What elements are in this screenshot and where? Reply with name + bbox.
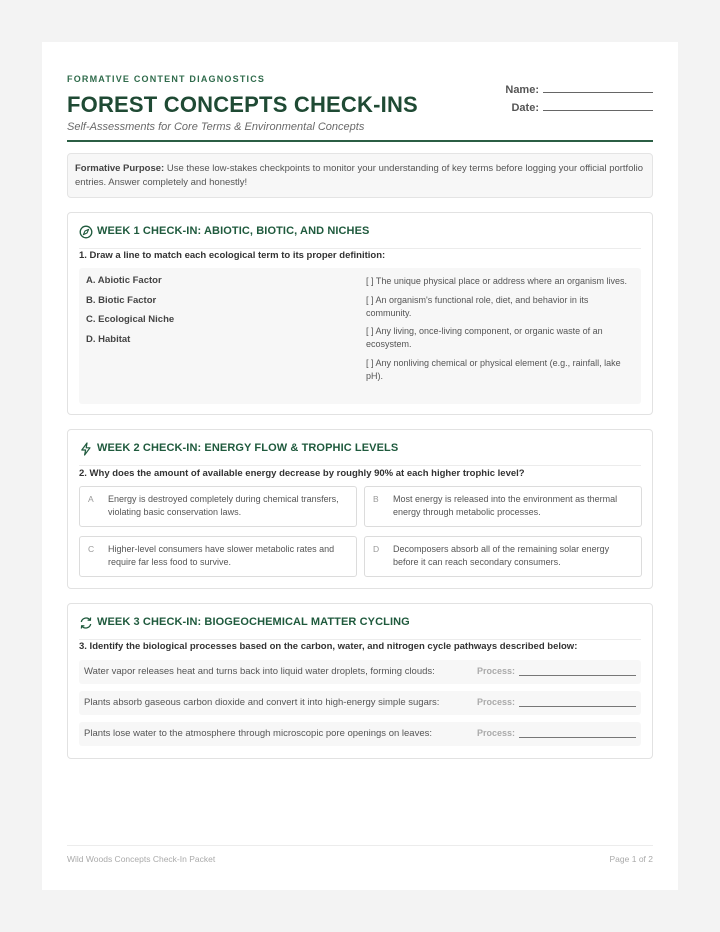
name-label: Name:	[505, 84, 539, 96]
date-line	[543, 102, 653, 111]
definition-item[interactable]: [ ] An organism's functional role, diet, and behavior in its community.	[366, 294, 589, 318]
question-1: 1. Draw a line to match each ecological term to its proper definition:	[79, 250, 386, 261]
process-description: Water vapor releases heat and turns back into liquid water droplets, forming clouds:	[84, 666, 435, 677]
process-row	[79, 660, 641, 684]
page-subtitle: Self-Assessments for Core Terms & Environmental Concepts	[67, 121, 365, 133]
term-abiotic: A. Abiotic Factor	[86, 275, 162, 286]
week2-heading: WEEK 2 CHECK-IN: ENERGY FLOW & TROPHIC LEVELS	[97, 442, 399, 454]
definitions-list	[366, 275, 633, 388]
process-answer-line[interactable]	[519, 675, 636, 676]
purpose-label: Formative Purpose:	[75, 163, 165, 174]
process-description: Plants absorb gaseous carbon dioxide and convert it into high-energy simple sugars:	[84, 697, 440, 708]
option-letter: D	[373, 544, 380, 554]
definition-item[interactable]: [ ] Any nonliving chemical or physical element (e.g., rainfall, lake pH).	[366, 357, 621, 381]
week3-heading: WEEK 3 CHECK-IN: BIOGEOCHEMICAL MATTER CYCLING	[97, 616, 410, 628]
process-label: Process:	[477, 666, 516, 676]
week2-card	[67, 429, 653, 589]
week1-heading: WEEK 1 CHECK-IN: ABIOTIC, BIOTIC, AND NICHES	[97, 225, 370, 237]
option-text: Energy is destroyed completely during chemical transfers, violating basic conservation laws.	[108, 494, 339, 517]
week3-card	[67, 603, 653, 759]
name-field[interactable]	[503, 84, 653, 96]
terms-list	[86, 275, 346, 353]
footer-divider	[67, 845, 653, 846]
option-letter: A	[88, 494, 94, 504]
option-text: Higher-level consumers have slower metabolic rates and require far less food to survive.	[108, 544, 335, 567]
process-row	[79, 722, 641, 746]
term-habitat: D. Habitat	[86, 333, 131, 345]
process-row	[79, 691, 641, 715]
question-2: 2. Why does the amount of available energy decrease by roughly 90% at each higher trophic level?	[79, 468, 525, 479]
process-answer-line[interactable]	[519, 737, 636, 738]
week3-header	[79, 614, 641, 640]
week1-header	[79, 223, 641, 249]
term-niche: C. Ecological Niche	[86, 314, 175, 325]
option-a[interactable]	[79, 486, 357, 527]
page-title: FOREST CONCEPTS CHECK-INS	[67, 92, 418, 117]
cycle-arrows-icon	[79, 616, 93, 630]
name-line	[543, 84, 653, 93]
footer-page-number: Page 1 of 2	[609, 854, 653, 864]
definition-item[interactable]: [ ] Any living, once-living component, or organic waste of an ecosystem.	[366, 326, 603, 349]
option-text: Decomposers absorb all of the remaining solar energy before it can reach secondary consumers.	[393, 544, 610, 567]
week1-card	[67, 212, 653, 415]
option-b[interactable]	[364, 486, 642, 527]
option-text: Most energy is released into the environment as thermal energy through metabolic processes.	[393, 494, 618, 517]
compass-icon	[79, 225, 93, 239]
definition-item[interactable]: [ ] The unique physical place or address where an organism lives.	[366, 276, 627, 286]
lightning-icon	[79, 442, 93, 456]
purpose-box	[67, 153, 653, 198]
kicker-label: FORMATIVE CONTENT DIAGNOSTICS	[67, 74, 266, 84]
date-field[interactable]	[503, 102, 653, 114]
process-label: Process:	[477, 697, 516, 707]
option-c[interactable]	[79, 536, 357, 577]
purpose-text: Use these low-stakes checkpoints to monitor your understanding of key terms before logging your official portfolio entries. Answer completely and honestly!	[75, 163, 643, 188]
term-biotic: B. Biotic Factor	[86, 294, 157, 306]
option-letter: B	[373, 494, 379, 504]
matching-area	[79, 268, 641, 404]
date-label: Date:	[511, 102, 539, 114]
option-letter: C	[88, 544, 95, 554]
question-3: 3. Identify the biological processes based on the carbon, water, and nitrogen cycle pathways described below:	[79, 641, 578, 652]
process-answer-line[interactable]	[519, 706, 636, 707]
header-divider	[67, 140, 653, 142]
process-label: Process:	[477, 728, 516, 738]
option-d[interactable]	[364, 536, 642, 577]
footer-packet-name: Wild Woods Concepts Check-In Packet	[67, 854, 216, 864]
worksheet-page	[42, 42, 678, 890]
process-description: Plants lose water to the atmosphere through microscopic pore openings on leaves:	[84, 728, 433, 739]
week2-header	[79, 440, 641, 466]
